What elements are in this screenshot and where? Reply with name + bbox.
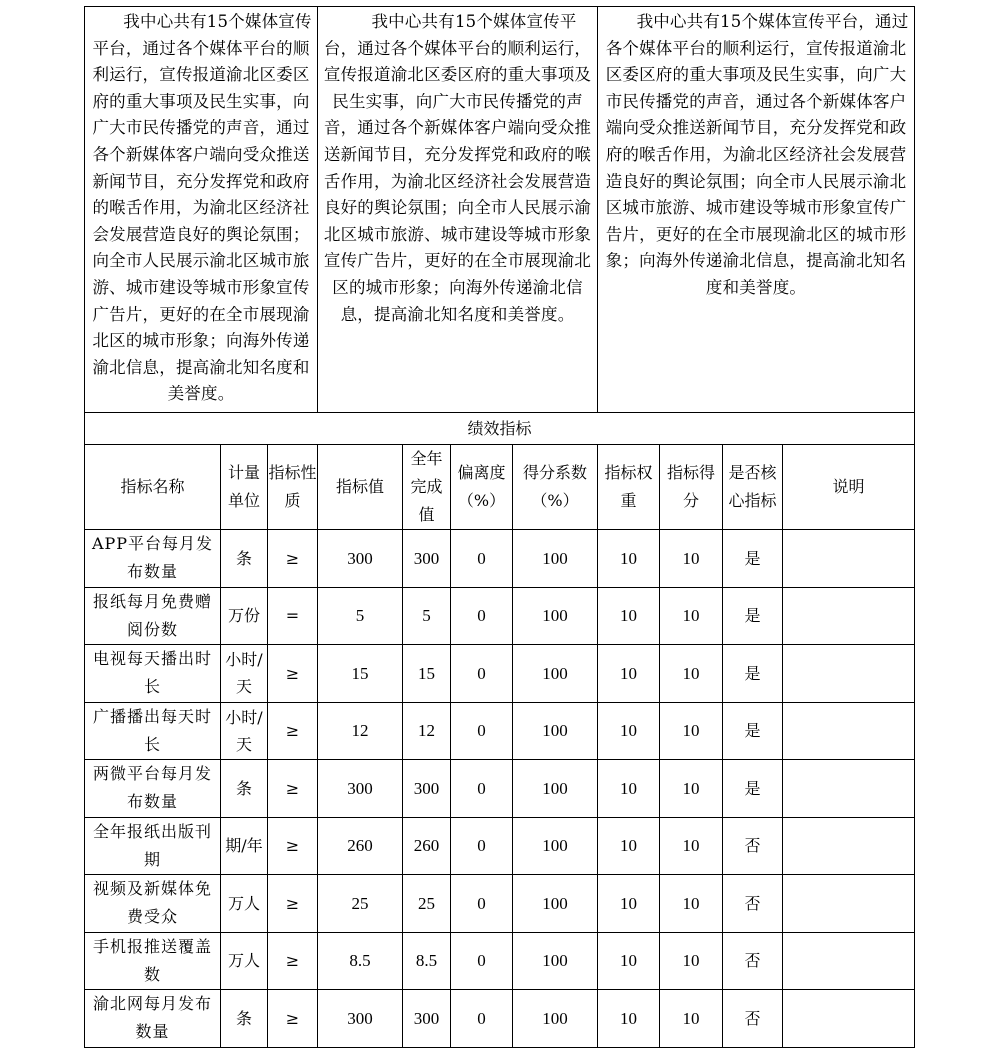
header-deviation: 偏离度（%） (451, 445, 513, 530)
cell-unit: 万份 (221, 587, 268, 645)
cell-nature: ≥ (268, 702, 318, 760)
cell-nature: ≥ (268, 932, 318, 990)
header-core: 是否核心指标 (723, 445, 783, 530)
header-row (85, 445, 915, 530)
cell-target: 300 (318, 990, 403, 1048)
cell-weight: 10 (598, 932, 660, 990)
table-row (85, 932, 915, 990)
cell-unit: 条 (221, 760, 268, 818)
header-unit: 计量单位 (221, 445, 268, 530)
cell-core: 是 (723, 760, 783, 818)
cell-actual: 25 (403, 875, 451, 933)
cell-coef: 100 (513, 875, 598, 933)
cell-note (783, 587, 915, 645)
cell-note (783, 760, 915, 818)
performance-table (84, 6, 915, 1048)
cell-actual: 12 (403, 702, 451, 760)
description-cell-3: 我中心共有15个媒体宣传平台，通过各个媒体平台的顺利运行，宣传报道渝北区委区府的重大事项及民生实事，向广大市民传播党的声音，通过各个新媒体客户端向受众推送新闻节目，充分发挥党和政府的喉舌作用，为渝北区经济社会发展营造良好的舆论氛围；向全市人民展示渝北区城市旅游、城市建设等城市形象宣传广告片，更好的在全市展现渝北区的城市形象；向海外传递渝北信息，提高渝北知名度和美誉度。 (598, 7, 915, 413)
cell-actual: 260 (403, 817, 451, 875)
cell-weight: 10 (598, 645, 660, 703)
cell-score: 10 (660, 530, 723, 588)
cell-score: 10 (660, 645, 723, 703)
cell-deviation: 0 (451, 990, 513, 1048)
cell-unit: 期/年 (221, 817, 268, 875)
cell-unit: 万人 (221, 932, 268, 990)
cell-unit: 小时/天 (221, 702, 268, 760)
cell-weight: 10 (598, 817, 660, 875)
cell-coef: 100 (513, 530, 598, 588)
header-target: 指标值 (318, 445, 403, 530)
cell-actual: 8.5 (403, 932, 451, 990)
header-coef: 得分系数（%） (513, 445, 598, 530)
table-row (85, 990, 915, 1048)
cell-unit: 条 (221, 530, 268, 588)
cell-coef: 100 (513, 702, 598, 760)
cell-target: 8.5 (318, 932, 403, 990)
cell-nature: ≥ (268, 990, 318, 1048)
cell-deviation: 0 (451, 587, 513, 645)
cell-unit: 小时/天 (221, 645, 268, 703)
table-row (85, 645, 915, 703)
cell-weight: 10 (598, 702, 660, 760)
cell-nature: ≥ (268, 817, 318, 875)
cell-note (783, 990, 915, 1048)
cell-coef: 100 (513, 587, 598, 645)
table-row (85, 530, 915, 588)
cell-core: 否 (723, 932, 783, 990)
cell-core: 否 (723, 817, 783, 875)
cell-unit: 条 (221, 990, 268, 1048)
cell-score: 10 (660, 990, 723, 1048)
cell-deviation: 0 (451, 760, 513, 818)
cell-note (783, 875, 915, 933)
cell-deviation: 0 (451, 932, 513, 990)
cell-weight: 10 (598, 760, 660, 818)
cell-core: 否 (723, 990, 783, 1048)
cell-actual: 5 (403, 587, 451, 645)
header-weight: 指标权重 (598, 445, 660, 530)
cell-score: 10 (660, 760, 723, 818)
cell-target: 300 (318, 760, 403, 818)
cell-unit: 万人 (221, 875, 268, 933)
cell-core: 是 (723, 530, 783, 588)
header-score: 指标得分 (660, 445, 723, 530)
cell-deviation: 0 (451, 702, 513, 760)
cell-coef: 100 (513, 645, 598, 703)
cell-weight: 10 (598, 990, 660, 1048)
cell-name: 渝北网每月发布数量 (85, 990, 221, 1048)
cell-target: 25 (318, 875, 403, 933)
header-actual: 全年完成值 (403, 445, 451, 530)
cell-name: 广播播出每天时长 (85, 702, 221, 760)
description-row (85, 7, 915, 413)
cell-target: 260 (318, 817, 403, 875)
cell-score: 10 (660, 587, 723, 645)
cell-weight: 10 (598, 530, 660, 588)
table-row (85, 817, 915, 875)
cell-core: 是 (723, 587, 783, 645)
cell-coef: 100 (513, 760, 598, 818)
cell-core: 是 (723, 702, 783, 760)
cell-name: 电视每天播出时长 (85, 645, 221, 703)
cell-coef: 100 (513, 817, 598, 875)
cell-deviation: 0 (451, 875, 513, 933)
cell-weight: 10 (598, 587, 660, 645)
cell-core: 是 (723, 645, 783, 703)
cell-target: 15 (318, 645, 403, 703)
cell-note (783, 645, 915, 703)
section-title: 绩效指标 (85, 413, 915, 445)
cell-name: 视频及新媒体免费受众 (85, 875, 221, 933)
header-note: 说明 (783, 445, 915, 530)
cell-target: 300 (318, 530, 403, 588)
cell-deviation: 0 (451, 645, 513, 703)
description-cell-2: 我中心共有15个媒体宣传平台，通过各个媒体平台的顺利运行，宣传报道渝北区委区府的重大事项及民生实事，向广大市民传播党的声音，通过各个新媒体客户端向受众推送新闻节目，充分发挥党和政府的喉舌作用，为渝北区经济社会发展营造良好的舆论氛围；向全市人民展示渝北区城市旅游、城市建设等城市形象宣传广告片，更好的在全市展现渝北区的城市形象；向海外传递渝北信息，提高渝北知名度和美誉度。 (318, 7, 598, 413)
header-name: 指标名称 (85, 445, 221, 530)
cell-note (783, 702, 915, 760)
cell-actual: 15 (403, 645, 451, 703)
cell-core: 否 (723, 875, 783, 933)
cell-actual: 300 (403, 760, 451, 818)
cell-target: 12 (318, 702, 403, 760)
cell-name: 手机报推送覆盖数 (85, 932, 221, 990)
header-nature: 指标性质 (268, 445, 318, 530)
cell-score: 10 (660, 875, 723, 933)
cell-name: 两微平台每月发布数量 (85, 760, 221, 818)
section-title-row (85, 413, 915, 445)
cell-nature: ≥ (268, 530, 318, 588)
cell-nature: ≥ (268, 645, 318, 703)
cell-nature: = (268, 587, 318, 645)
cell-actual: 300 (403, 990, 451, 1048)
cell-actual: 300 (403, 530, 451, 588)
cell-note (783, 530, 915, 588)
cell-nature: ≥ (268, 875, 318, 933)
description-cell-1: 我中心共有15个媒体宣传平台，通过各个媒体平台的顺利运行，宣传报道渝北区委区府的重大事项及民生实事，向广大市民传播党的声音，通过各个新媒体客户端向受众推送新闻节目，充分发挥党和政府的喉舌作用，为渝北区经济社会发展营造良好的舆论氛围；向全市人民展示渝北区城市旅游、城市建设等城市形象宣传广告片，更好的在全市展现渝北区的城市形象；向海外传递渝北信息，提高渝北知名度和美誉度。 (85, 7, 318, 413)
table-row (85, 760, 915, 818)
cell-deviation: 0 (451, 530, 513, 588)
cell-score: 10 (660, 702, 723, 760)
cell-score: 10 (660, 932, 723, 990)
cell-name: 报纸每月免费赠阅份数 (85, 587, 221, 645)
cell-coef: 100 (513, 932, 598, 990)
cell-name: APP平台每月发布数量 (85, 530, 221, 588)
cell-deviation: 0 (451, 817, 513, 875)
table-row (85, 587, 915, 645)
cell-note (783, 932, 915, 990)
table-row (85, 702, 915, 760)
table-row (85, 875, 915, 933)
cell-weight: 10 (598, 875, 660, 933)
cell-coef: 100 (513, 990, 598, 1048)
cell-note (783, 817, 915, 875)
cell-target: 5 (318, 587, 403, 645)
cell-nature: ≥ (268, 760, 318, 818)
cell-score: 10 (660, 817, 723, 875)
cell-name: 全年报纸出版刊期 (85, 817, 221, 875)
